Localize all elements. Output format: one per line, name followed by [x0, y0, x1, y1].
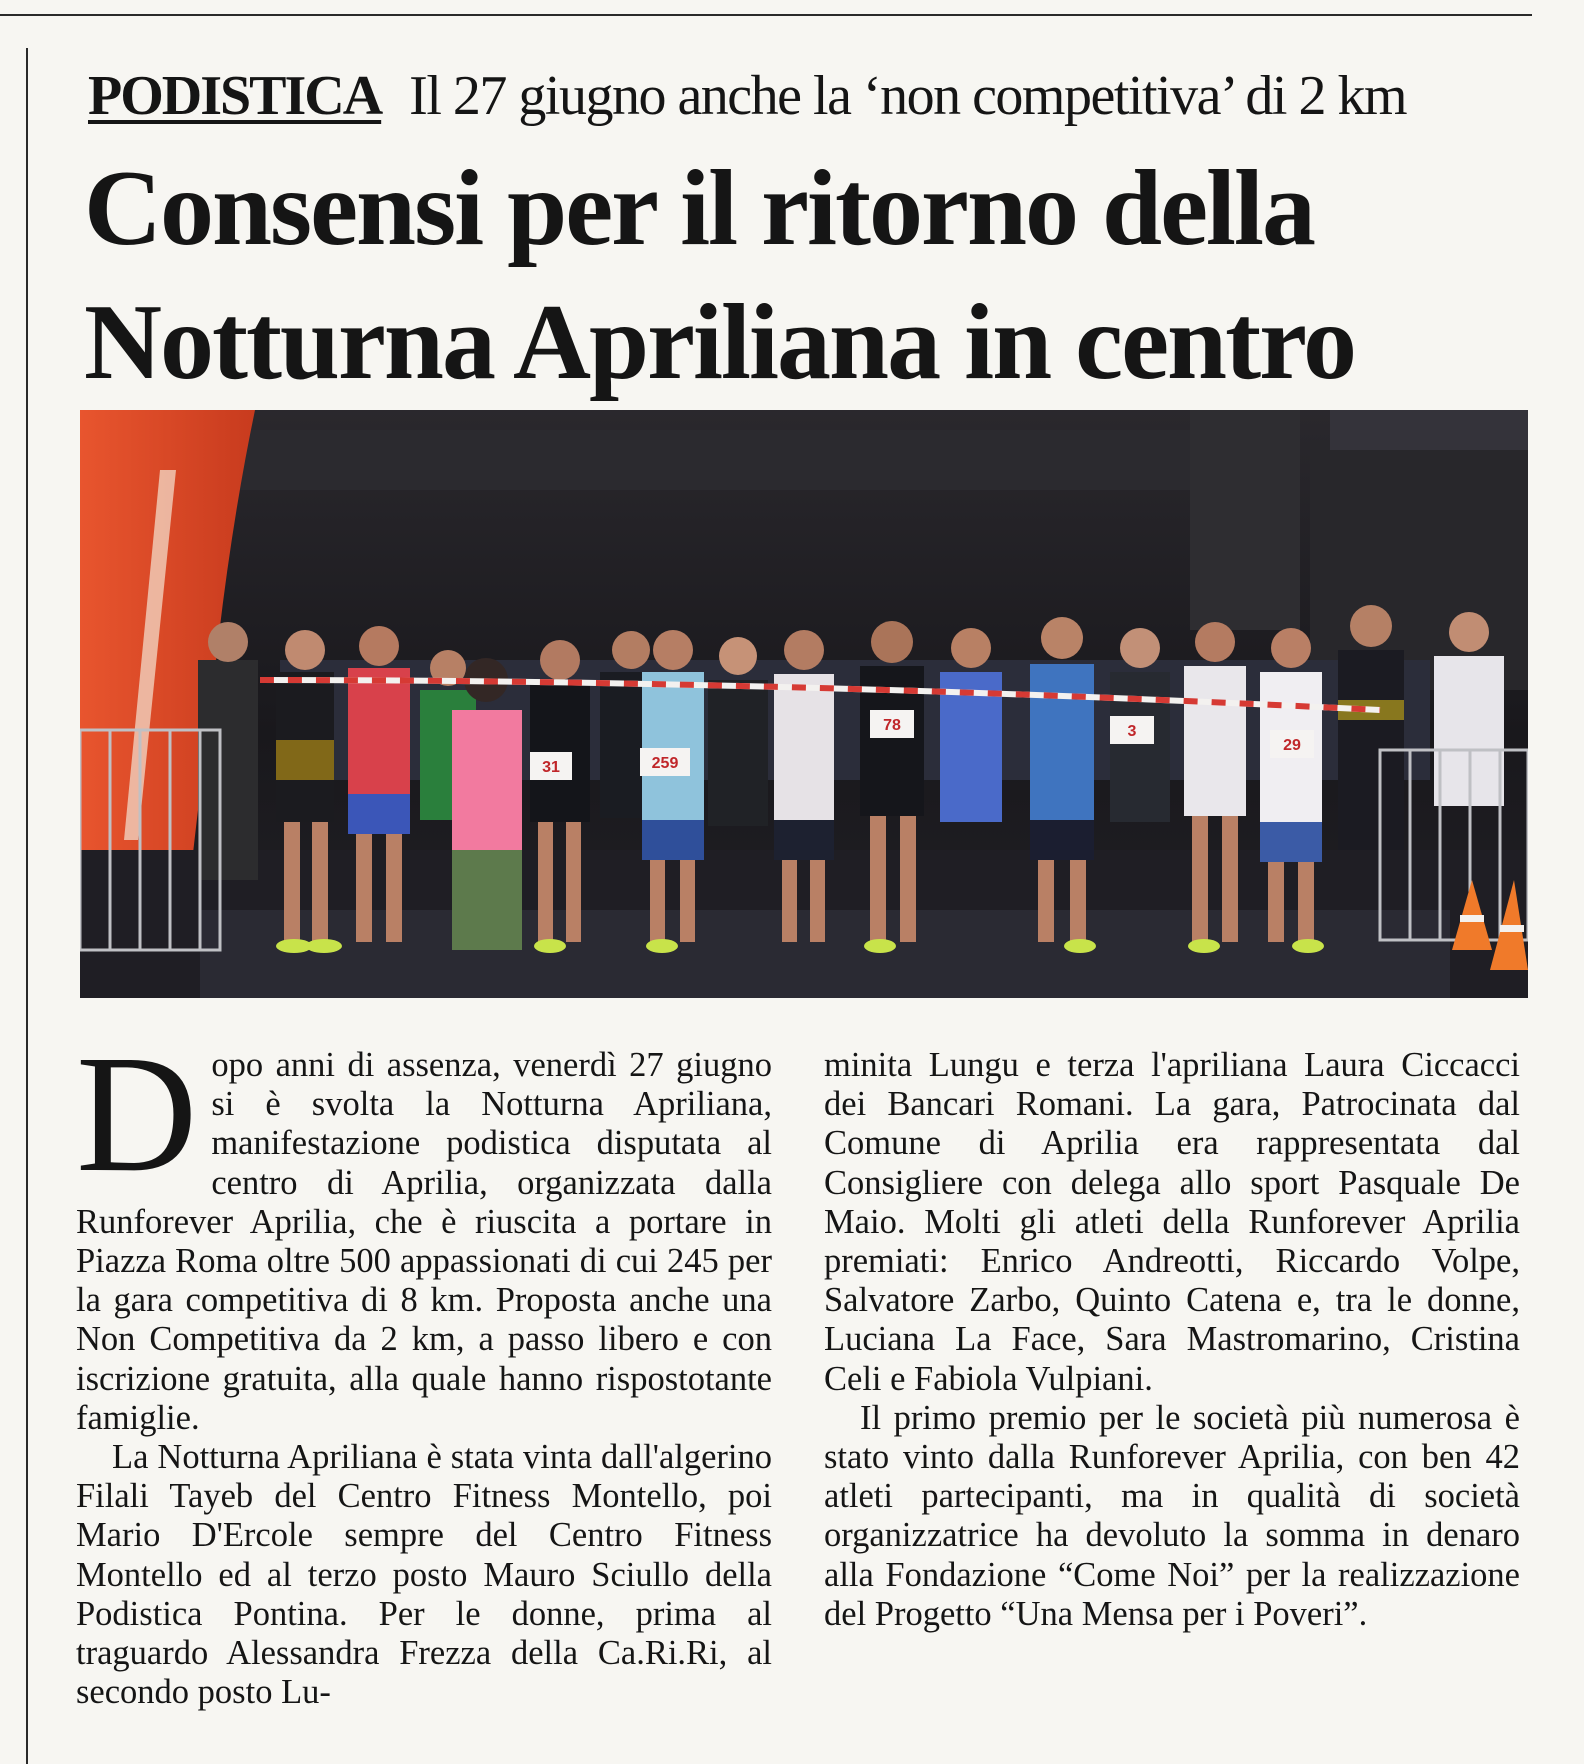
bib-number: 78 — [883, 717, 901, 734]
article-paragraph — [76, 1021, 772, 1438]
section-label: PODISTICA — [88, 65, 382, 127]
bib-number: 31 — [542, 759, 560, 776]
bib-number: 259 — [651, 755, 679, 772]
paragraph-text: opo anni di assenza, venerdì 27 giugno si è svolta la Notturna Apriliana, manifestazione podistica disputata al centro di Aprilia, organizzata dalla Runforever Aprilia, che è riuscita a portare in Piazza Roma oltre 500 appassionati di cui 245 per la gara competitiva di 8 km. Proposta anche una Non Competitiva da 2 km, a passo libero e con iscrizione gratuita, alla quale hanno rispostotante famiglie. — [76, 1046, 772, 1437]
kicker: Il 27 giugno anche la ‘non competitiva’ di 2 km — [409, 65, 1407, 127]
headline — [84, 142, 1534, 410]
dropcap: D — [76, 1021, 198, 1207]
kicker-line — [88, 64, 1528, 128]
article-paragraph: Il primo premio per le società più numerosa è stato vinto dalla Runforever Aprilia, con ben 42 atleti partecipanti, ma in qualità di società organizzatrice ha devoluto la somma in denaro alla Fondazione “Come Noi” per la realizzazione del Progetto “Una Mensa per i Poveri”. — [824, 1398, 1520, 1633]
article-paragraph: La Notturna Apriliana è stata vinta dall'algerino Filali Tayeb del Centro Fitness Montello, poi Mario D'Ercole sempre del Centro Fitness Montello ed al terzo posto Mauro Sciullo della Podistica Pontina. Per le donne, prima al traguardo Alessandra Frezza della Ca.Ri.Ri, al secondo posto Lu- — [76, 1438, 772, 1712]
article-column-left — [76, 1021, 772, 1712]
bib-number: 3 — [1127, 723, 1137, 740]
column-rule — [26, 48, 28, 1764]
headline-line-1: Consensi per il ritorno della — [84, 149, 1315, 268]
article-column-right — [824, 1046, 1520, 1634]
article-paragraph: minita Lungu e terza l'apriliana Laura Ciccacci dei Bancari Romani. La gara, Patrocinata dal Comune di Aprilia era rappresentata dal Consigliere con delega allo sport Pasquale De Maio. Molti gli atleti della Runforever Aprilia premiati: Enrico Andreotti, Riccardo Volpe, Salvatore Zarbo, Quinto Catena e, tra le donne, Luciana La Face, Sara Mastromarino, Cristina Celi e Fabiola Vulpiani. — [824, 1046, 1520, 1398]
top-rule — [0, 14, 1532, 16]
headline-line-2: Notturna Apriliana in centro — [84, 283, 1356, 402]
bib-number: 29 — [1283, 737, 1301, 754]
race-start-photo — [80, 410, 1528, 998]
